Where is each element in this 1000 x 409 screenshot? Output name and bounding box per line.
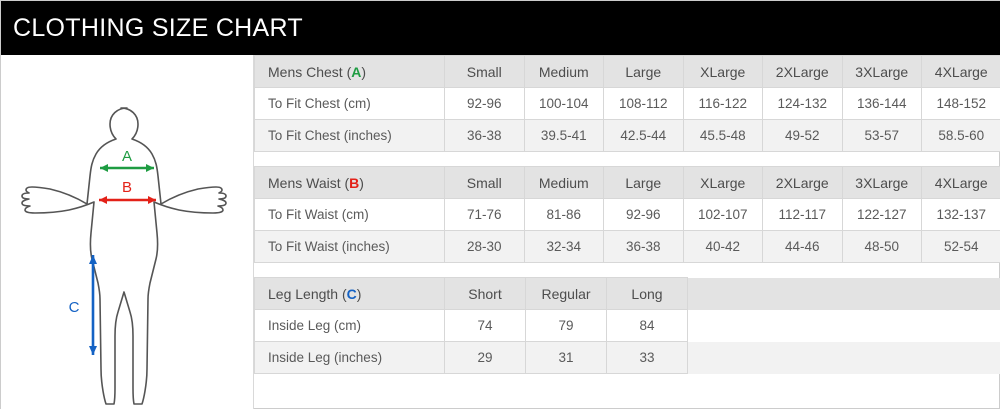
- column-header: Regular: [526, 278, 607, 310]
- row-label: Inside Leg (cm): [255, 310, 445, 342]
- table-cell: 124-132: [763, 88, 843, 120]
- size-tables: [254, 55, 1000, 409]
- table-cell: 71-76: [445, 199, 525, 231]
- row-label: To Fit Chest (cm): [255, 88, 445, 120]
- table-row: [255, 310, 1000, 342]
- table-mens-waist: [254, 166, 1000, 263]
- table-filler: [688, 278, 1000, 310]
- table-cell: 92-96: [604, 199, 684, 231]
- table-cell: 36-38: [604, 231, 684, 263]
- column-header: 3XLarge: [842, 56, 922, 88]
- table-row: [255, 199, 1000, 231]
- table-cell: 53-57: [842, 120, 922, 152]
- table-title-cell: [255, 56, 445, 88]
- table-cell: 42.5-44: [604, 120, 684, 152]
- table-cell: 44-46: [763, 231, 843, 263]
- column-header: Small: [445, 167, 525, 199]
- column-header: 4XLarge: [922, 56, 1000, 88]
- table-title-text-end: ): [356, 285, 362, 302]
- table-header-row: [255, 278, 1000, 310]
- table-row: [255, 231, 1000, 263]
- table-title-text-end: ): [359, 174, 364, 191]
- column-header: Medium: [524, 56, 604, 88]
- table-title-text: Mens Waist (: [268, 174, 350, 191]
- table-cell: 49-52: [763, 120, 843, 152]
- table-row: [255, 342, 1000, 374]
- table-title-cell: [255, 167, 445, 199]
- column-header: Medium: [524, 167, 604, 199]
- table-cell: 122-127: [842, 199, 922, 231]
- table-title-text-end: ): [361, 63, 367, 80]
- table-cell: 45.5-48: [683, 120, 763, 152]
- human-body-diagram: [1, 55, 253, 409]
- column-header: 3XLarge: [842, 167, 922, 199]
- column-header: XLarge: [683, 167, 763, 199]
- chest-arrow-label: A: [121, 148, 133, 165]
- table-title-letter: A: [351, 63, 362, 80]
- table-cell: 100-104: [524, 88, 604, 120]
- table-cell: 132-137: [922, 199, 1000, 231]
- table-header-row: [255, 167, 1000, 199]
- column-header: Large: [604, 56, 684, 88]
- row-label: To Fit Chest (inches): [255, 120, 445, 152]
- waist-arrow-label: B: [121, 179, 133, 196]
- table-row: [255, 88, 1000, 120]
- table-cell: 33: [607, 342, 688, 374]
- table-cell: 102-107: [683, 199, 763, 231]
- column-header: 2XLarge: [763, 167, 843, 199]
- table-cell: 116-122: [683, 88, 763, 120]
- table-cell: 74: [445, 310, 526, 342]
- table-cell: 136-144: [842, 88, 922, 120]
- leg-arrow-label: C: [68, 299, 80, 316]
- table-cell: 58.5-60: [922, 120, 1000, 152]
- table-cell: 48-50: [842, 231, 922, 263]
- table-cell: 148-152: [922, 88, 1000, 120]
- table-cell: 81-86: [524, 199, 604, 231]
- table-cell: 92-96: [445, 88, 525, 120]
- table-title-letter: C: [346, 285, 357, 302]
- column-header: Large: [604, 167, 684, 199]
- row-label: Inside Leg (inches): [255, 342, 445, 374]
- title-bar: [1, 1, 1000, 55]
- table-header-row: [255, 56, 1000, 88]
- table-cell: 28-30: [445, 231, 525, 263]
- table-title-text: Mens Chest (: [268, 63, 352, 80]
- table-cell: 32-34: [524, 231, 604, 263]
- row-label: To Fit Waist (cm): [255, 199, 445, 231]
- table-spacer: [254, 152, 1000, 166]
- column-header: 2XLarge: [763, 56, 843, 88]
- table-title-cell: [255, 278, 445, 310]
- table-cell: 40-42: [683, 231, 763, 263]
- table-cell: 79: [526, 310, 607, 342]
- table-cell: 108-112: [604, 88, 684, 120]
- table-cell: 31: [526, 342, 607, 374]
- table-leg-length: [254, 277, 1000, 374]
- table-cell: 29: [445, 342, 526, 374]
- table-cell: 39.5-41: [524, 120, 604, 152]
- body-figure-panel: [1, 55, 254, 409]
- column-header: Small: [445, 56, 525, 88]
- page-title: CLOTHING SIZE CHART: [13, 13, 303, 42]
- table-spacer: [254, 263, 1000, 277]
- table-title-text: Leg Length (: [268, 285, 347, 302]
- table-cell: 36-38: [445, 120, 525, 152]
- row-label: To Fit Waist (inches): [255, 231, 445, 263]
- column-header: XLarge: [683, 56, 763, 88]
- table-filler: [688, 342, 1000, 374]
- column-header: Long: [607, 278, 688, 310]
- table-mens-chest: [254, 55, 1000, 152]
- table-row: [255, 120, 1000, 152]
- table-filler: [688, 310, 1000, 342]
- table-cell: 52-54: [922, 231, 1000, 263]
- table-cell: 112-117: [763, 199, 843, 231]
- column-header: 4XLarge: [922, 167, 1000, 199]
- table-cell: 84: [607, 310, 688, 342]
- column-header: Short: [445, 278, 526, 310]
- table-title-letter: B: [349, 174, 360, 191]
